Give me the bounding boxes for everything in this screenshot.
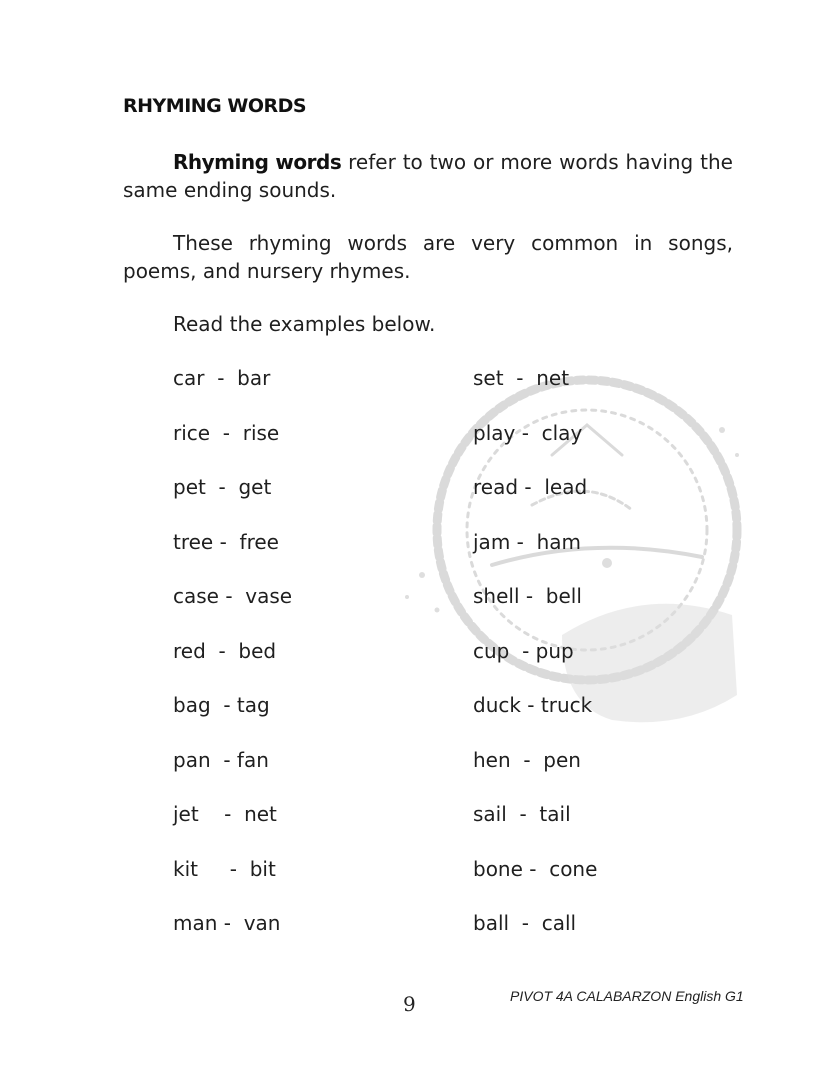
right-pair: hen - pen bbox=[473, 748, 581, 772]
right-pair: ball - call bbox=[473, 911, 577, 935]
left-pair: pet - get bbox=[173, 475, 272, 499]
left-pair: jet - net bbox=[173, 802, 277, 826]
right-pair: cup - pup bbox=[473, 639, 574, 663]
left-pair: bag - tag bbox=[173, 693, 270, 717]
defined-term: Rhyming words bbox=[173, 150, 342, 174]
left-pair: pan - fan bbox=[173, 748, 269, 772]
usage-text: These rhyming words are very common in songs, poems, and nursery rhymes. bbox=[123, 231, 733, 283]
left-pair: tree - free bbox=[173, 530, 279, 554]
page-number: 9 bbox=[403, 992, 416, 1016]
left-pair: case - vase bbox=[173, 584, 293, 608]
definition-text: refer to two or more words having the same ending sounds. bbox=[123, 150, 733, 202]
right-pair: shell - bell bbox=[473, 584, 582, 608]
right-pair: sail - tail bbox=[473, 802, 571, 826]
right-pair: duck - truck bbox=[473, 693, 593, 717]
instruction-text: Read the examples below. bbox=[173, 312, 436, 336]
left-pair: rice - rise bbox=[173, 421, 280, 445]
left-pair: red - bed bbox=[173, 639, 277, 663]
footer-text: PIVOT 4A CALABARZON English G1 bbox=[510, 988, 744, 1004]
usage-paragraph bbox=[123, 229, 733, 285]
definition-paragraph bbox=[123, 148, 733, 204]
right-pair: bone - cone bbox=[473, 857, 598, 881]
right-pair: set - net bbox=[473, 366, 570, 390]
left-pair: man - van bbox=[173, 911, 281, 935]
right-pair: jam - ham bbox=[473, 530, 581, 554]
left-pair: kit - bit bbox=[173, 857, 276, 881]
page-title: RHYMING WORDS bbox=[123, 95, 307, 117]
left-pair: car - bar bbox=[173, 366, 271, 390]
right-pair: read - lead bbox=[473, 475, 588, 499]
right-pair: play - clay bbox=[473, 421, 583, 445]
